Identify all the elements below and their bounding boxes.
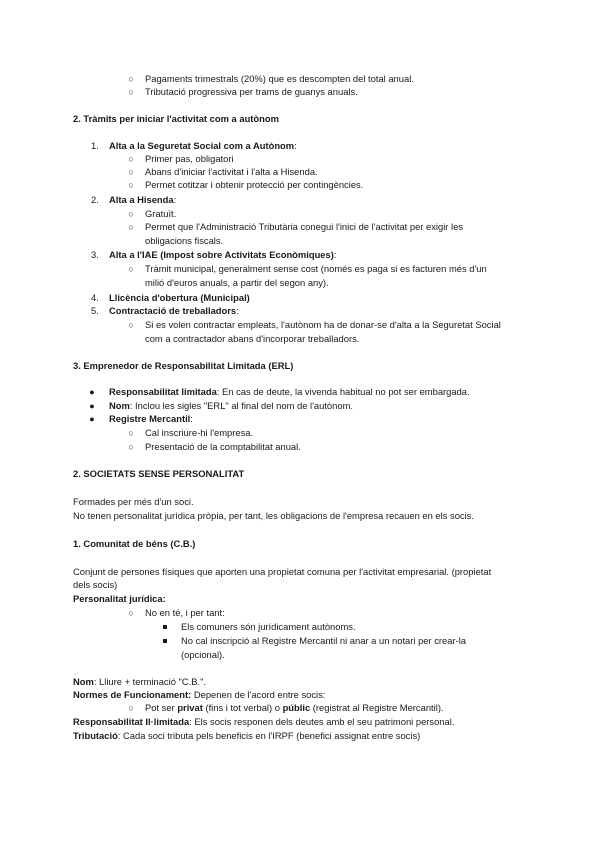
list-item-continuation: (opcional). [181,649,225,660]
hollow-bullet-icon: ○ [128,167,134,177]
list-item: Alta a la Seguretat Social com a Autònom: [109,140,297,151]
hollow-bullet-icon: ○ [128,320,134,330]
list-item: Contractació de treballadors: [109,305,239,316]
hollow-bullet-icon: ○ [128,222,134,232]
list-item: Tributació progressiva per trams de guanys anuals. [145,86,358,97]
list-item: Els comuners són jurídicament autònoms. [181,621,356,632]
hollow-bullet-icon: ○ [128,428,134,438]
list-item: Alta a Hisenda: [109,194,177,205]
section-heading-tramits: 2. Tràmits per iniciar l'activitat com a autònom [73,113,279,124]
list-item: Pot ser privat (fins i tot verbal) o públic (registrat al Registre Mercantil). [145,702,444,713]
hollow-bullet-icon: ○ [128,608,134,618]
list-item: No cal inscripció al Registre Mercantil ni anar a un notari per crear-la [181,635,467,646]
bullet-icon: ● [89,401,95,411]
list-item: Registre Mercantil: [109,413,193,424]
list-item: Alta a l'IAE (Impost sobre Activitats Econòmiques): [109,249,337,260]
square-bullet-icon [163,625,167,629]
paragraph-line: dels socis) [73,579,118,590]
square-bullet-icon [163,639,167,643]
hollow-bullet-icon: ○ [128,703,134,713]
list-item: Permet cotitzar i obtenir protecció per contingències. [145,179,364,190]
list-item: Gratuït. [145,208,177,219]
field-tributacio: Tributació: Cada soci tributa pels beneficis en l'IRPF (benefici assignat entre socis) [73,730,421,741]
hollow-bullet-icon: ○ [128,442,134,452]
hollow-bullet-icon: ○ [128,209,134,219]
list-item-continuation: milió d'euros anuals, a partir del segon any). [145,277,329,288]
hollow-bullet-icon: ○ [128,74,134,84]
list-item: Abans d'iniciar l'activitat i l'alta a Hisenda. [145,166,318,177]
list-number: 2. [91,194,99,205]
label-personalitat: Personalitat jurídica: [73,593,166,604]
field-responsabilitat: Responsabilitat Il·limitada: Els socis responen dels deutes amb el seu patrimoni personal. [73,716,455,727]
bullet-icon: ● [89,414,95,424]
list-number: 5. [91,305,99,316]
paragraph-line: No tenen personalitat jurídica pròpia, per tant, les obligacions de l'empresa recauen en els socis. [73,510,474,521]
list-item: Si es volen contractar empleats, l'autònom ha de donar-se d'alta a la Seguretat Social [145,319,501,330]
hollow-bullet-icon: ○ [128,264,134,274]
list-number: 1. [91,140,99,151]
list-item: Presentació de la comptabilitat anual. [145,441,301,452]
list-item: Pagaments trimestrals (20%) que es descompten del total anual. [145,73,414,84]
list-item: Responsabilitat limitada: En cas de deute, la vivenda habitual no pot ser embargada. [109,386,470,397]
hollow-bullet-icon: ○ [128,87,134,97]
list-item-continuation: com a contractador abans d'incorporar treballadors. [145,333,360,344]
list-number: 4. [91,292,99,303]
list-item: Llicència d'obertura (Municipal) [109,292,250,303]
hollow-bullet-icon: ○ [128,180,134,190]
section-heading-erl: 3. Emprenedor de Responsabilitat Limitada (ERL) [73,360,294,371]
list-item: No en té, i per tant: [145,607,225,618]
list-number: 3. [91,249,99,260]
subsection-heading-cb: 1. Comunitat de béns (C.B.) [73,538,196,549]
section-heading-societats: 2. SOCIETATS SENSE PERSONALITAT [73,468,245,479]
list-item: Tràmit municipal, generalment sense cost (només es paga si es facturen més d'un [145,263,487,274]
field-normes: Normes de Funcionament: Depenen de l'acord entre socis: [73,689,326,700]
hollow-bullet-icon: ○ [128,154,134,164]
list-item: Primer pas, obligatori [145,153,234,164]
paragraph-line: Formades per més d'un soci. [73,496,194,507]
paragraph-line: Conjunt de persones físiques que aporten una propietat comuna per l'activitat empresarial. (propietat [73,566,492,577]
list-item: Cal inscriure-hi l'empresa. [145,427,254,438]
field-nom: Nom: Lliure + terminació "C.B.". [73,676,207,687]
list-item: Permet que l'Administració Tributària conegui l'inici de l'activitat per exigir les [145,221,464,232]
bullet-icon: ● [89,387,95,397]
list-item: Nom: Inclou les sigles "ERL" al final del nom de l'autònom. [109,400,353,411]
list-item-continuation: obligacions fiscals. [145,235,224,246]
